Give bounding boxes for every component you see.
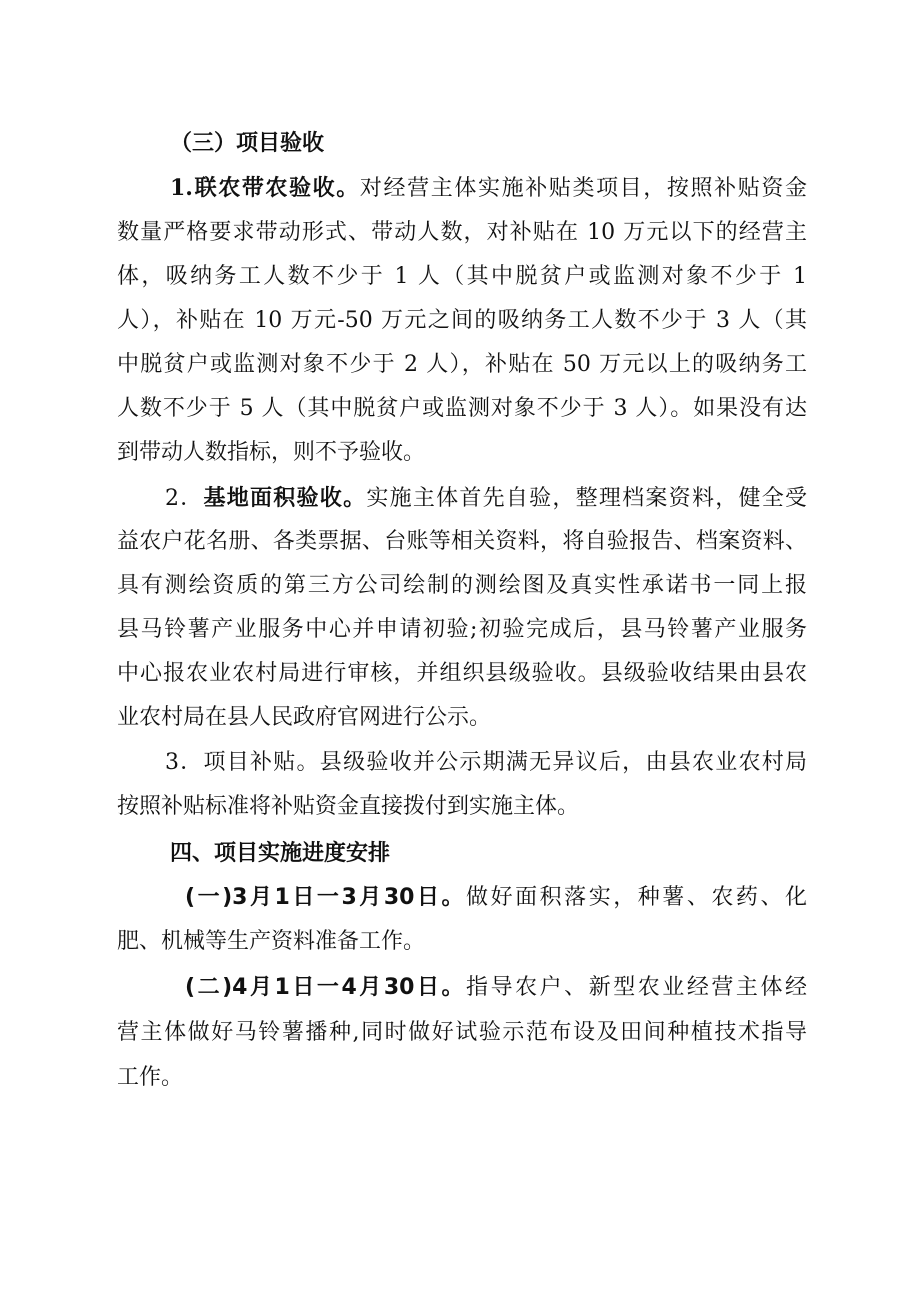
schedule-item-1-line2: 肥、机械等生产资料准备工作。 — [117, 929, 426, 954]
section-heading-3: （三）项目验收 — [170, 130, 325, 156]
section-heading-4: 四、项目实施进度安排 — [170, 840, 391, 866]
schedule-item-1-text: 做好面积落实，种薯、农药、化 — [466, 885, 807, 910]
item2-line5: 中心报农业农村局进行审核，并组织县级验收。县级验收结果由县农 — [117, 661, 807, 686]
item1-line7: 到带动人数指标，则不予验收。 — [117, 440, 426, 465]
item1-line4: 人），补贴在 10 万元-50 万元之间的吸纳务工人数不少于 3 人（其 — [117, 308, 807, 333]
item1-line5: 中脱贫户或监测对象不少于 2 人），补贴在 50 万元以上的吸纳务工 — [117, 352, 807, 377]
item1-title: 1.联农带农验收。 — [170, 175, 360, 201]
item2-number: 2． — [165, 486, 204, 511]
schedule-item-2-title: (二)4月1日一4月30日。 — [185, 975, 467, 1000]
item2-line4: 县马铃薯产业服务中心并申请初验;初验完成后，县马铃薯产业服务 — [117, 617, 807, 642]
schedule-item-2-line1 — [185, 973, 807, 1003]
item1-line6: 人数不少于 5 人（其中脱贫户或监测对象不少于 3 人）。如果没有达 — [117, 396, 807, 421]
item2-line1-text: 实施主体首先自验，整理档案资料，健全受 — [366, 486, 807, 511]
item3-line2: 按照补贴标准将补贴资金直接拨付到实施主体。 — [117, 794, 580, 819]
schedule-item-1-title: (一)3月1日一3月30日。 — [185, 885, 467, 910]
item2-line2: 益农户花名册、各类票据、台账等相关资料，将自验报告、档案资料、 — [117, 529, 807, 554]
item1-line3: 体，吸纳务工人数不少于 1 人（其中脱贫户或监测对象不少于 1 — [117, 264, 807, 289]
item2-line1 — [165, 483, 807, 513]
item2-line3: 具有测绘资质的第三方公司绘制的测绘图及真实性承诺书一同上报 — [117, 573, 807, 598]
item1-line1-text: 对经营主体实施补贴类项目，按照补贴资金 — [359, 176, 807, 201]
schedule-item-1-line1 — [185, 883, 807, 913]
item2-line6: 业农村局在县人民政府官网进行公示。 — [117, 705, 492, 730]
item1-line2: 数量严格要求带动形式、带动人数，对补贴在 10 万元以下的经营主 — [117, 220, 807, 245]
schedule-item-2-text: 指导农户、新型农业经营主体经 — [466, 975, 807, 1000]
schedule-item-2-line3: 工作。 — [117, 1065, 184, 1090]
item3-line1: 3．项目补贴。县级验收并公示期满无异议后，由县农业农村局 — [165, 750, 807, 775]
item2-title: 基地面积验收。 — [203, 485, 367, 511]
schedule-item-2-line2: 营主体做好马铃薯播种,同时做好试验示范布设及田间种植技术指导 — [117, 1020, 807, 1045]
item1-line1 — [170, 173, 807, 203]
